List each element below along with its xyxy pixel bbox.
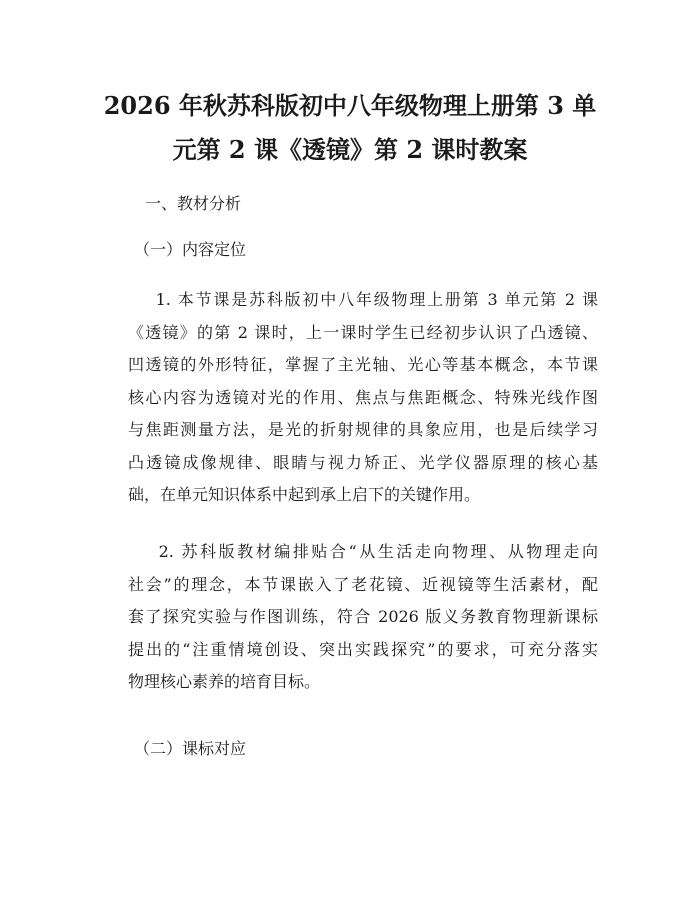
paragraph-2-line: 物理核心素养的培育目标。 [128, 672, 321, 691]
paragraph-1-line: 与焦距测量方法，是光的折射规律的具象应用，也是后续学习 [128, 420, 598, 439]
paragraph-2-line: 社会”的理念，本节课嵌入了老花镜、近视镜等生活素材，配 [128, 574, 598, 594]
paragraph-2-line: 套了探究实验与作图训练，符合 2026 版义务教育物理新课标 [128, 607, 598, 626]
paragraph-1-line: 核心内容为透镜对光的作用、焦点与焦距概念、特殊光线作图 [128, 387, 598, 407]
subsection-heading-content-positioning: （一）内容定位 [134, 240, 247, 259]
paragraph-1-line: 《透镜》的第 2 课时，上一课时学生已经初步认识了凸透镜、 [128, 322, 598, 342]
paragraph-1-line: 凹透镜的外形特征，掌握了主光轴、光心等基本概念，本节课 [128, 355, 598, 374]
paragraph-1 [128, 284, 598, 512]
paragraph-1-line: 凸透镜成像规律、眼睛与视力矫正、光学仪器原理的核心基 [128, 452, 598, 472]
section-heading-textbook-analysis: 一、教材分析 [145, 194, 242, 213]
paragraph-2-line: 2. 苏科版教材编排贴合“从生活走向物理、从物理走向 [128, 542, 598, 561]
paragraph-2-line: 提出的“注重情境创设、突出实践探究”的要求，可充分落实 [128, 639, 598, 659]
paragraph-1-line: 1. 本节课是苏科版初中八年级物理上册第 3 单元第 2 课 [128, 290, 598, 309]
document-title-line-2: 元第 2 课《透镜》第 2 课时教案 [172, 135, 528, 164]
document-title-line-1: 2026 年秋苏科版初中八年级物理上册第 3 单 [103, 91, 597, 120]
paragraph-2 [128, 536, 598, 699]
paragraph-1-line: 础，在单元知识体系中起到承上启下的关键作用。 [128, 485, 481, 504]
subsection-heading-curriculum-standards: （二）课标对应 [134, 739, 247, 758]
